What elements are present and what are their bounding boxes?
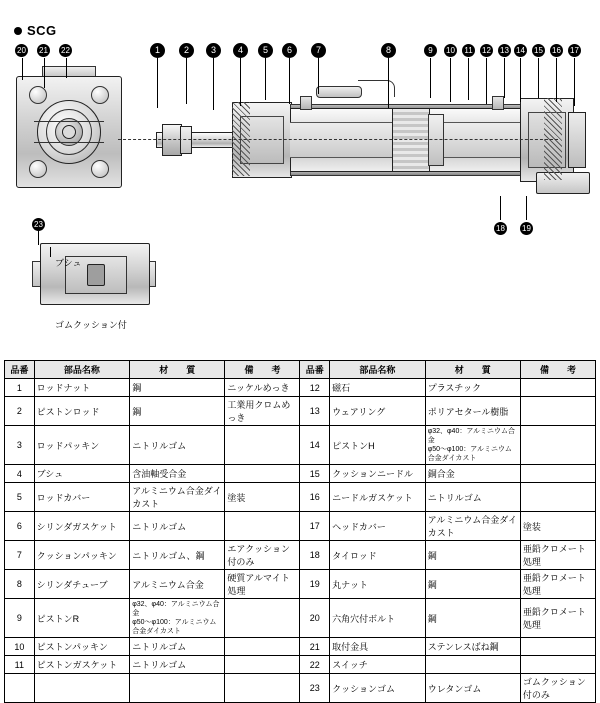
cell-name-left: ピストンパッキン (34, 638, 130, 656)
cell-material-right (425, 656, 520, 674)
leader-line-22 (66, 58, 67, 78)
cell-material-right: 鋼 (425, 570, 520, 599)
rod-nut-secondary (180, 126, 192, 154)
cell-no-left: 7 (5, 541, 35, 570)
callout-11: 11 (462, 44, 475, 57)
leader-line-21 (44, 58, 45, 88)
cell-note-left (225, 656, 300, 674)
cell-no-right: 21 (300, 638, 330, 656)
switch-lead-wire (358, 80, 395, 97)
end-view-flat (34, 121, 104, 143)
table-row (5, 426, 596, 465)
header-name-right: 部品名称 (330, 361, 426, 379)
cell-name-right: クッションニードル (330, 465, 426, 483)
table-row (5, 638, 596, 656)
header-note-left: 備 考 (225, 361, 300, 379)
callout-4: 4 (233, 43, 248, 58)
callout-21: 21 (37, 44, 50, 57)
leader-line-20 (22, 58, 23, 80)
cell-note-right (520, 397, 595, 426)
parts-table-body (5, 379, 596, 703)
cell-no-right: 22 (300, 656, 330, 674)
leader-11 (468, 58, 469, 100)
cell-no-right: 19 (300, 570, 330, 599)
center-line (118, 139, 558, 140)
callout-1: 1 (150, 43, 165, 58)
leader-bush (50, 247, 51, 257)
callout-23: 23 (32, 218, 45, 231)
piston (392, 108, 430, 172)
cell-name-right: 磁石 (330, 379, 426, 397)
cell-name-right: ヘッドカバー (330, 512, 426, 541)
cell-no-left: 10 (5, 638, 35, 656)
leader-10 (450, 58, 451, 102)
cell-no-left: 9 (5, 599, 35, 638)
cell-material-left: 含油軸受合金 (130, 465, 225, 483)
cell-name-right: ウェアリング (330, 397, 426, 426)
header-no-right: 品番 (300, 361, 330, 379)
leader-8 (388, 58, 389, 108)
cell-no-right: 23 (300, 674, 330, 703)
leader-23 (38, 231, 39, 245)
cell-no-right: 13 (300, 397, 330, 426)
header-no-left: 品番 (5, 361, 35, 379)
cell-material-right: ウレタンゴム (425, 674, 520, 703)
callout-18: 18 (494, 222, 507, 235)
cell-note-left (225, 465, 300, 483)
detail-caption: ゴムクッション付 (55, 320, 127, 330)
cushion-needle-cap (568, 112, 586, 168)
cell-note-right: 塗装 (520, 512, 595, 541)
end-view-assembly (8, 72, 128, 190)
cell-note-right (520, 379, 595, 397)
page-title: SCG (14, 22, 57, 38)
cell-name-right: 取付金具 (330, 638, 426, 656)
cell-note-left: 工業用クロムめっき (225, 397, 300, 426)
cell-note-left (225, 599, 300, 638)
header-note-right: 備 考 (520, 361, 595, 379)
header-material-right: 材 質 (425, 361, 520, 379)
end-view-bolt-hole (91, 160, 109, 178)
end-view-bolt-hole (91, 86, 109, 104)
cell-name-right: ピストンH (330, 426, 426, 465)
cell-note-left (225, 638, 300, 656)
callout-12: 12 (480, 44, 493, 57)
cell-material-right: 鋼 (425, 541, 520, 570)
leader-9 (430, 58, 431, 98)
cell-note-right: ゴムクッション付のみ (520, 674, 595, 703)
callout-2: 2 (179, 43, 194, 58)
cell-material-right: ステンレスばね鋼 (425, 638, 520, 656)
piston-head (428, 114, 444, 166)
rod-nut (162, 124, 182, 156)
leader-5 (265, 58, 266, 100)
cell-material-left: ニトリルゴム、鋼 (130, 541, 225, 570)
cell-material-left: アルミニウム合金 (130, 570, 225, 599)
cell-material-right: 銅合金 (425, 465, 520, 483)
cell-name-left: ロッドカバー (34, 483, 130, 512)
callout-17: 17 (568, 44, 581, 57)
cell-name-left: シリンダガスケット (34, 512, 130, 541)
cell-note-left (225, 674, 300, 703)
cell-no-left: 2 (5, 397, 35, 426)
cell-no-right: 18 (300, 541, 330, 570)
leader-18 (500, 196, 501, 220)
cell-name-left (34, 674, 130, 703)
detail-body (40, 243, 150, 305)
end-view-bolt-hole (29, 86, 47, 104)
cell-name-right: ニードルガスケット (330, 483, 426, 512)
detail-bush-label: ブシュ (55, 258, 82, 268)
cell-no-left (5, 674, 35, 703)
cell-name-right: タイロッド (330, 541, 426, 570)
callout-15: 15 (532, 44, 545, 57)
cell-note-right: 亜鉛クロメート処理 (520, 599, 595, 638)
header-name-left: 部品名称 (34, 361, 130, 379)
cell-material-left: アルミニウム合金ダイカスト (130, 483, 225, 512)
table-row (5, 656, 596, 674)
cell-no-right: 15 (300, 465, 330, 483)
cell-name-left: ロッドパッキン (34, 426, 130, 465)
end-view-body (16, 76, 122, 188)
cell-material-left: 鋼 (130, 379, 225, 397)
cell-note-right (520, 426, 595, 465)
leader-17 (574, 58, 575, 106)
cell-material-left: ニトリルゴム (130, 426, 225, 465)
table-row (5, 674, 596, 703)
leader-16 (556, 58, 557, 102)
cell-material-right: プラスチック (425, 379, 520, 397)
cell-name-right: 丸ナット (330, 570, 426, 599)
cell-note-left: ニッケルめっき (225, 379, 300, 397)
cell-note-right (520, 638, 595, 656)
leader-7 (318, 58, 319, 94)
rubber-cushion-detail-view (40, 243, 148, 313)
leader-3 (213, 58, 214, 110)
cell-name-left: ロッドナット (34, 379, 130, 397)
table-row (5, 379, 596, 397)
table-row (5, 541, 596, 570)
cell-material-left: ニトリルゴム (130, 638, 225, 656)
cell-no-left: 1 (5, 379, 35, 397)
detail-cushion-rubber (87, 264, 105, 286)
cell-note-right (520, 656, 595, 674)
leader-13 (504, 58, 505, 98)
cell-name-left: ピストンガスケット (34, 656, 130, 674)
callout-3: 3 (206, 43, 221, 58)
callout-7: 7 (311, 43, 326, 58)
callout-13: 13 (498, 44, 511, 57)
cell-material-right: ポリアセタール樹脂 (425, 397, 520, 426)
port-upper (300, 96, 312, 110)
cell-material-left: 鋼 (130, 397, 225, 426)
cell-material-left: φ32、φ40：アルミニウム合金 φ50～φ100：アルミニウム合金ダイカスト (130, 599, 225, 638)
cell-note-left (225, 512, 300, 541)
cell-no-left: 4 (5, 465, 35, 483)
leader-14 (520, 58, 521, 102)
cell-name-right: 六角穴付ボルト (330, 599, 426, 638)
parts-table (4, 360, 596, 703)
callout-16: 16 (550, 44, 563, 57)
cell-no-left: 6 (5, 512, 35, 541)
leader-12 (486, 58, 487, 104)
cell-no-right: 14 (300, 426, 330, 465)
cell-name-left: クッションパッキン (34, 541, 130, 570)
cell-name-right: クッションゴム (330, 674, 426, 703)
leader-6 (289, 58, 290, 104)
leader-19 (526, 196, 527, 220)
callout-20: 20 (15, 44, 28, 57)
callout-6: 6 (282, 43, 297, 58)
cell-note-left: エアクッション付のみ (225, 541, 300, 570)
cell-name-left: ブシュ (34, 465, 130, 483)
port-head (492, 96, 504, 110)
parts-table-header (5, 361, 596, 379)
callout-19: 19 (520, 222, 533, 235)
table-row (5, 512, 596, 541)
technical-drawing (0, 0, 600, 345)
cell-no-right: 16 (300, 483, 330, 512)
cell-name-right: スイッチ (330, 656, 426, 674)
cell-no-left: 11 (5, 656, 35, 674)
cell-no-right: 20 (300, 599, 330, 638)
cell-note-right: 亜鉛クロメート処理 (520, 570, 595, 599)
cell-note-right (520, 483, 595, 512)
cell-no-left: 8 (5, 570, 35, 599)
cell-material-left: ニトリルゴム (130, 656, 225, 674)
cell-material-right: アルミニウム合金ダイカスト (425, 512, 520, 541)
callout-9: 9 (424, 44, 437, 57)
cell-material-right: 鋼 (425, 599, 520, 638)
cell-material-left (130, 674, 225, 703)
cell-note-left (225, 426, 300, 465)
cell-name-left: ピストンR (34, 599, 130, 638)
table-row (5, 570, 596, 599)
callout-10: 10 (444, 44, 457, 57)
cell-no-right: 17 (300, 512, 330, 541)
callout-14: 14 (514, 44, 527, 57)
cell-no-left: 3 (5, 426, 35, 465)
cell-material-right: ニトリルゴム (425, 483, 520, 512)
leader-1 (157, 58, 158, 108)
callout-5: 5 (258, 43, 273, 58)
cell-no-left: 5 (5, 483, 35, 512)
header-material-left: 材 質 (130, 361, 225, 379)
leader-4 (240, 58, 241, 106)
table-row (5, 397, 596, 426)
cell-note-left: 塗装 (225, 483, 300, 512)
table-row (5, 465, 596, 483)
cell-note-right: 亜鉛クロメート処理 (520, 541, 595, 570)
end-view-bolt-hole (29, 160, 47, 178)
leader-2 (186, 58, 187, 104)
cell-note-left: 硬質アルマイト処理 (225, 570, 300, 599)
cell-name-left: ピストンロッド (34, 397, 130, 426)
cell-name-left: シリンダチューブ (34, 570, 130, 599)
callout-8: 8 (381, 43, 396, 58)
cell-material-left: ニトリルゴム (130, 512, 225, 541)
table-row (5, 599, 596, 638)
leader-15 (538, 58, 539, 98)
callout-22: 22 (59, 44, 72, 57)
switch-body (316, 86, 362, 98)
cell-note-right (520, 465, 595, 483)
cell-material-right: φ32、φ40：アルミニウム合金 φ50～φ100：アルミニウム合金ダイカスト (425, 426, 520, 465)
cell-no-right: 12 (300, 379, 330, 397)
table-row (5, 483, 596, 512)
